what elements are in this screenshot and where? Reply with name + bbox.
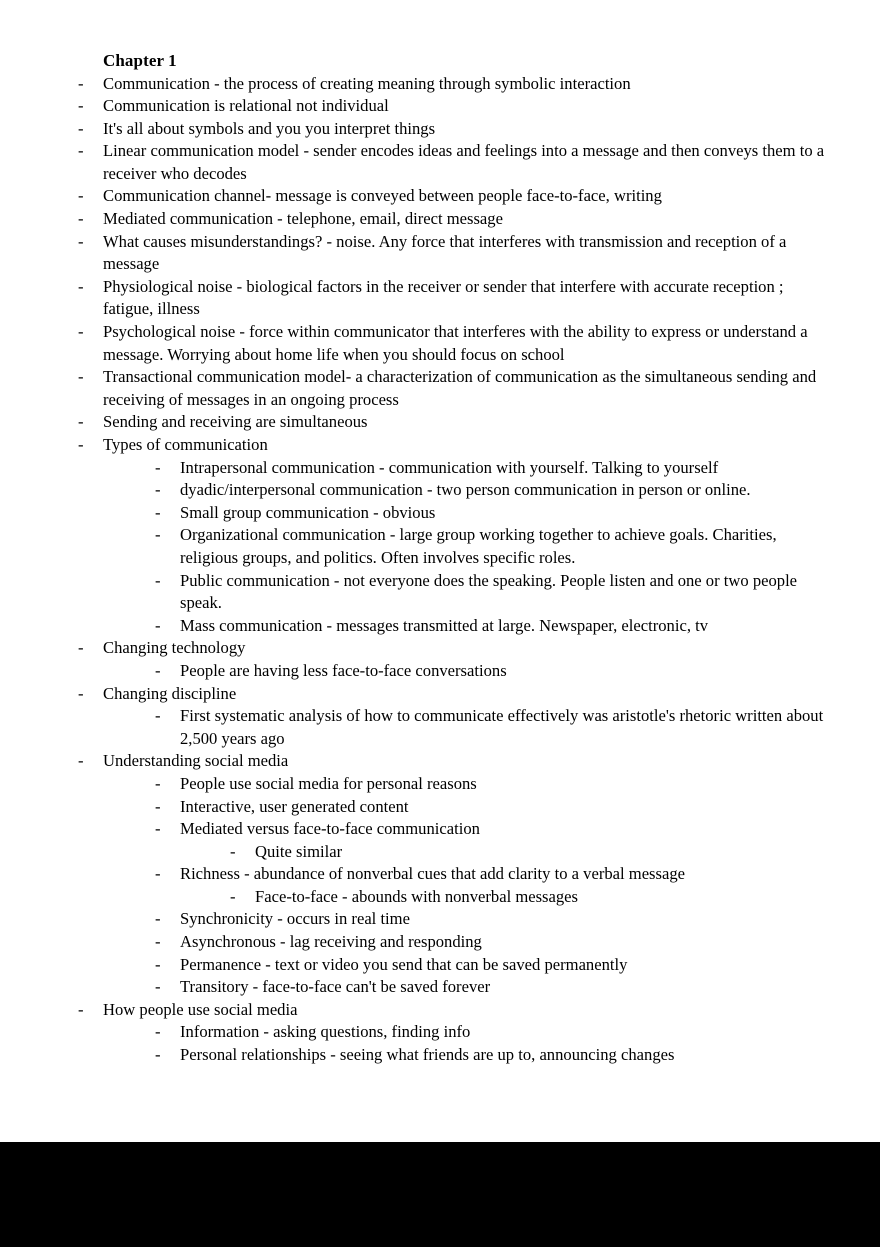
outline-item [155, 976, 835, 999]
outline-item-text: Richness - abundance of nonverbal cues that add clarity to a verbal message [180, 864, 685, 884]
outline-item [155, 570, 835, 615]
outline-item [78, 637, 835, 682]
bullet-dash-icon: - [155, 1045, 161, 1065]
bullet-dash-icon: - [155, 954, 161, 974]
bullet-dash-icon: - [155, 525, 161, 545]
bullet-dash-icon: - [230, 841, 236, 861]
bullet-dash-icon: - [155, 977, 161, 997]
outline-item-text: Asynchronous - lag receiving and responding [180, 932, 482, 952]
outline-item [155, 524, 835, 569]
outline-item [155, 1044, 835, 1067]
outline-item-text: How people use social media [103, 999, 298, 1019]
bullet-dash-icon: - [78, 638, 84, 658]
outline-item-text: Mass communication - messages transmitted at large. Newspaper, electronic, tv [180, 615, 709, 635]
outline-item-text: Permanence - text or video you send that can be saved permanently [180, 954, 628, 974]
outline-item-text: People use social media for personal reasons [180, 773, 477, 793]
outline-item [155, 1021, 835, 1044]
outline-list-level-1 [78, 73, 835, 1067]
bullet-dash-icon: - [78, 141, 84, 161]
outline-list-level-3 [230, 841, 835, 864]
bullet-dash-icon: - [230, 886, 236, 906]
outline-item [230, 886, 835, 909]
outline-item-text: Communication - the process of creating meaning through symbolic interaction [103, 73, 631, 93]
outline-item-text: Communication is relational not individual [103, 96, 389, 116]
outline-item-text: First systematic analysis of how to communicate effectively was aristotle's rhetoric written about 2,500 years ago [180, 706, 824, 748]
outline-item [78, 140, 835, 185]
bullet-dash-icon: - [155, 502, 161, 522]
bullet-dash-icon: - [78, 367, 84, 387]
page-title: Chapter 1 [103, 51, 177, 70]
outline-item [78, 118, 835, 141]
outline-item [155, 660, 835, 683]
outline-item [230, 841, 835, 864]
outline-item [78, 683, 835, 751]
bullet-dash-icon: - [78, 276, 84, 296]
outline-list-level-2 [155, 773, 835, 999]
outline-item [155, 931, 835, 954]
outline-item [78, 185, 835, 208]
outline-item [78, 208, 835, 231]
outline-item-text: Mediated versus face-to-face communication [180, 819, 480, 839]
outline-list-level-3 [230, 886, 835, 909]
outline-item [78, 434, 835, 637]
bullet-dash-icon: - [78, 999, 84, 1019]
outline-item-text: Public communication - not everyone does the speaking. People listen and one or two people speak. [180, 570, 798, 613]
bullet-dash-icon: - [155, 819, 161, 839]
bullet-dash-icon: - [78, 751, 84, 771]
outline-item-text: Quite similar [255, 841, 343, 861]
outline-item [155, 954, 835, 977]
bullet-dash-icon: - [155, 864, 161, 884]
outline-item-text: Synchronicity - occurs in real time [180, 909, 410, 929]
footer-black-bar [0, 1142, 880, 1247]
outline-list-level-2 [155, 457, 835, 638]
bullet-dash-icon: - [78, 118, 84, 138]
bullet-dash-icon: - [155, 796, 161, 816]
bullet-dash-icon: - [155, 1022, 161, 1042]
outline-item-text: Changing technology [103, 638, 246, 658]
bullet-dash-icon: - [155, 706, 161, 726]
bullet-dash-icon: - [155, 480, 161, 500]
outline-item [155, 615, 835, 638]
outline-item-text: dyadic/interpersonal communication - two person communication in person or online. [180, 480, 751, 500]
outline-item-text: Transitory - face-to-face can't be saved forever [180, 977, 491, 997]
bullet-dash-icon: - [78, 683, 84, 703]
outline-item [78, 321, 835, 366]
outline-item-text: Mediated communication - telephone, email, direct message [103, 209, 503, 229]
outline-item-text: Information - asking questions, finding info [180, 1022, 471, 1042]
outline-item-text: Physiological noise - biological factors in the receiver or sender that interfere with accurate reception ; fatigue, illness [103, 276, 784, 319]
outline-item-text: Understanding social media [103, 751, 289, 771]
outline-item [78, 366, 835, 411]
outline-item-text: Personal relationships - seeing what friends are up to, announcing changes [180, 1045, 675, 1065]
outline-item-text: It's all about symbols and you you interpret things [103, 118, 436, 138]
outline-item-text: Linear communication model - sender encodes ideas and feelings into a message and then conveys them to a receiver who decodes [103, 141, 825, 183]
bullet-dash-icon: - [78, 209, 84, 229]
outline-item [78, 231, 835, 276]
outline-item [78, 411, 835, 434]
bullet-dash-icon: - [78, 96, 84, 116]
bullet-dash-icon: - [78, 322, 84, 342]
bullet-dash-icon: - [155, 615, 161, 635]
bullet-dash-icon: - [155, 909, 161, 929]
outline-item [155, 796, 835, 819]
outline-item [155, 457, 835, 480]
bullet-dash-icon: - [78, 186, 84, 206]
bullet-dash-icon: - [78, 231, 84, 251]
outline-item [155, 908, 835, 931]
outline-item-text: Organizational communication - large group working together to achieve goals. Charities, religious groups, and politics. Often involves specific roles. [180, 525, 777, 567]
outline-item [155, 863, 835, 908]
bullet-dash-icon: - [155, 773, 161, 793]
bullet-dash-icon: - [155, 570, 161, 590]
outline-item-text: Small group communication - obvious [180, 502, 436, 522]
bullet-dash-icon: - [78, 73, 84, 93]
outline-item-text: What causes misunderstandings? - noise. Any force that interferes with transmission and reception of a message [103, 231, 787, 274]
outline-item-text: Transactional communication model- a characterization of communication as the simultaneous sending and receiving of messages in an ongoing process [103, 367, 817, 409]
outline-item [155, 502, 835, 525]
outline-list-level-2 [155, 1021, 835, 1066]
outline-item-text: Communication channel- message is conveyed between people face-to-face, writing [103, 186, 662, 206]
outline-item-text: Sending and receiving are simultaneous [103, 412, 368, 432]
outline-item-text: Interactive, user generated content [180, 796, 409, 816]
outline-item [155, 818, 835, 863]
bullet-dash-icon: - [155, 932, 161, 952]
outline-list-level-2 [155, 660, 835, 683]
outline-item-text: Intrapersonal communication - communication with yourself. Talking to yourself [180, 457, 719, 477]
outline-item-text: Types of communication [103, 435, 268, 454]
bullet-dash-icon: - [78, 435, 84, 454]
outline-item-text: Changing discipline [103, 683, 237, 703]
outline-item [78, 73, 835, 96]
outline-item [155, 705, 835, 750]
bullet-dash-icon: - [78, 412, 84, 432]
outline-item [78, 276, 835, 321]
outline-list-level-2 [155, 705, 835, 750]
outline-item [78, 95, 835, 118]
outline-item-text: Psychological noise - force within communicator that interferes with the ability to express or understand a message. Worrying about home life when you should focus on school [103, 322, 808, 364]
outline-item [78, 750, 835, 999]
outline-item-text: Face-to-face - abounds with nonverbal messages [255, 886, 579, 906]
bullet-dash-icon: - [155, 660, 161, 680]
outline-item [78, 999, 835, 1067]
outline-item [155, 479, 835, 502]
outline-item-text: People are having less face-to-face conversations [180, 660, 507, 680]
bullet-dash-icon: - [155, 457, 161, 477]
outline-item [155, 773, 835, 796]
